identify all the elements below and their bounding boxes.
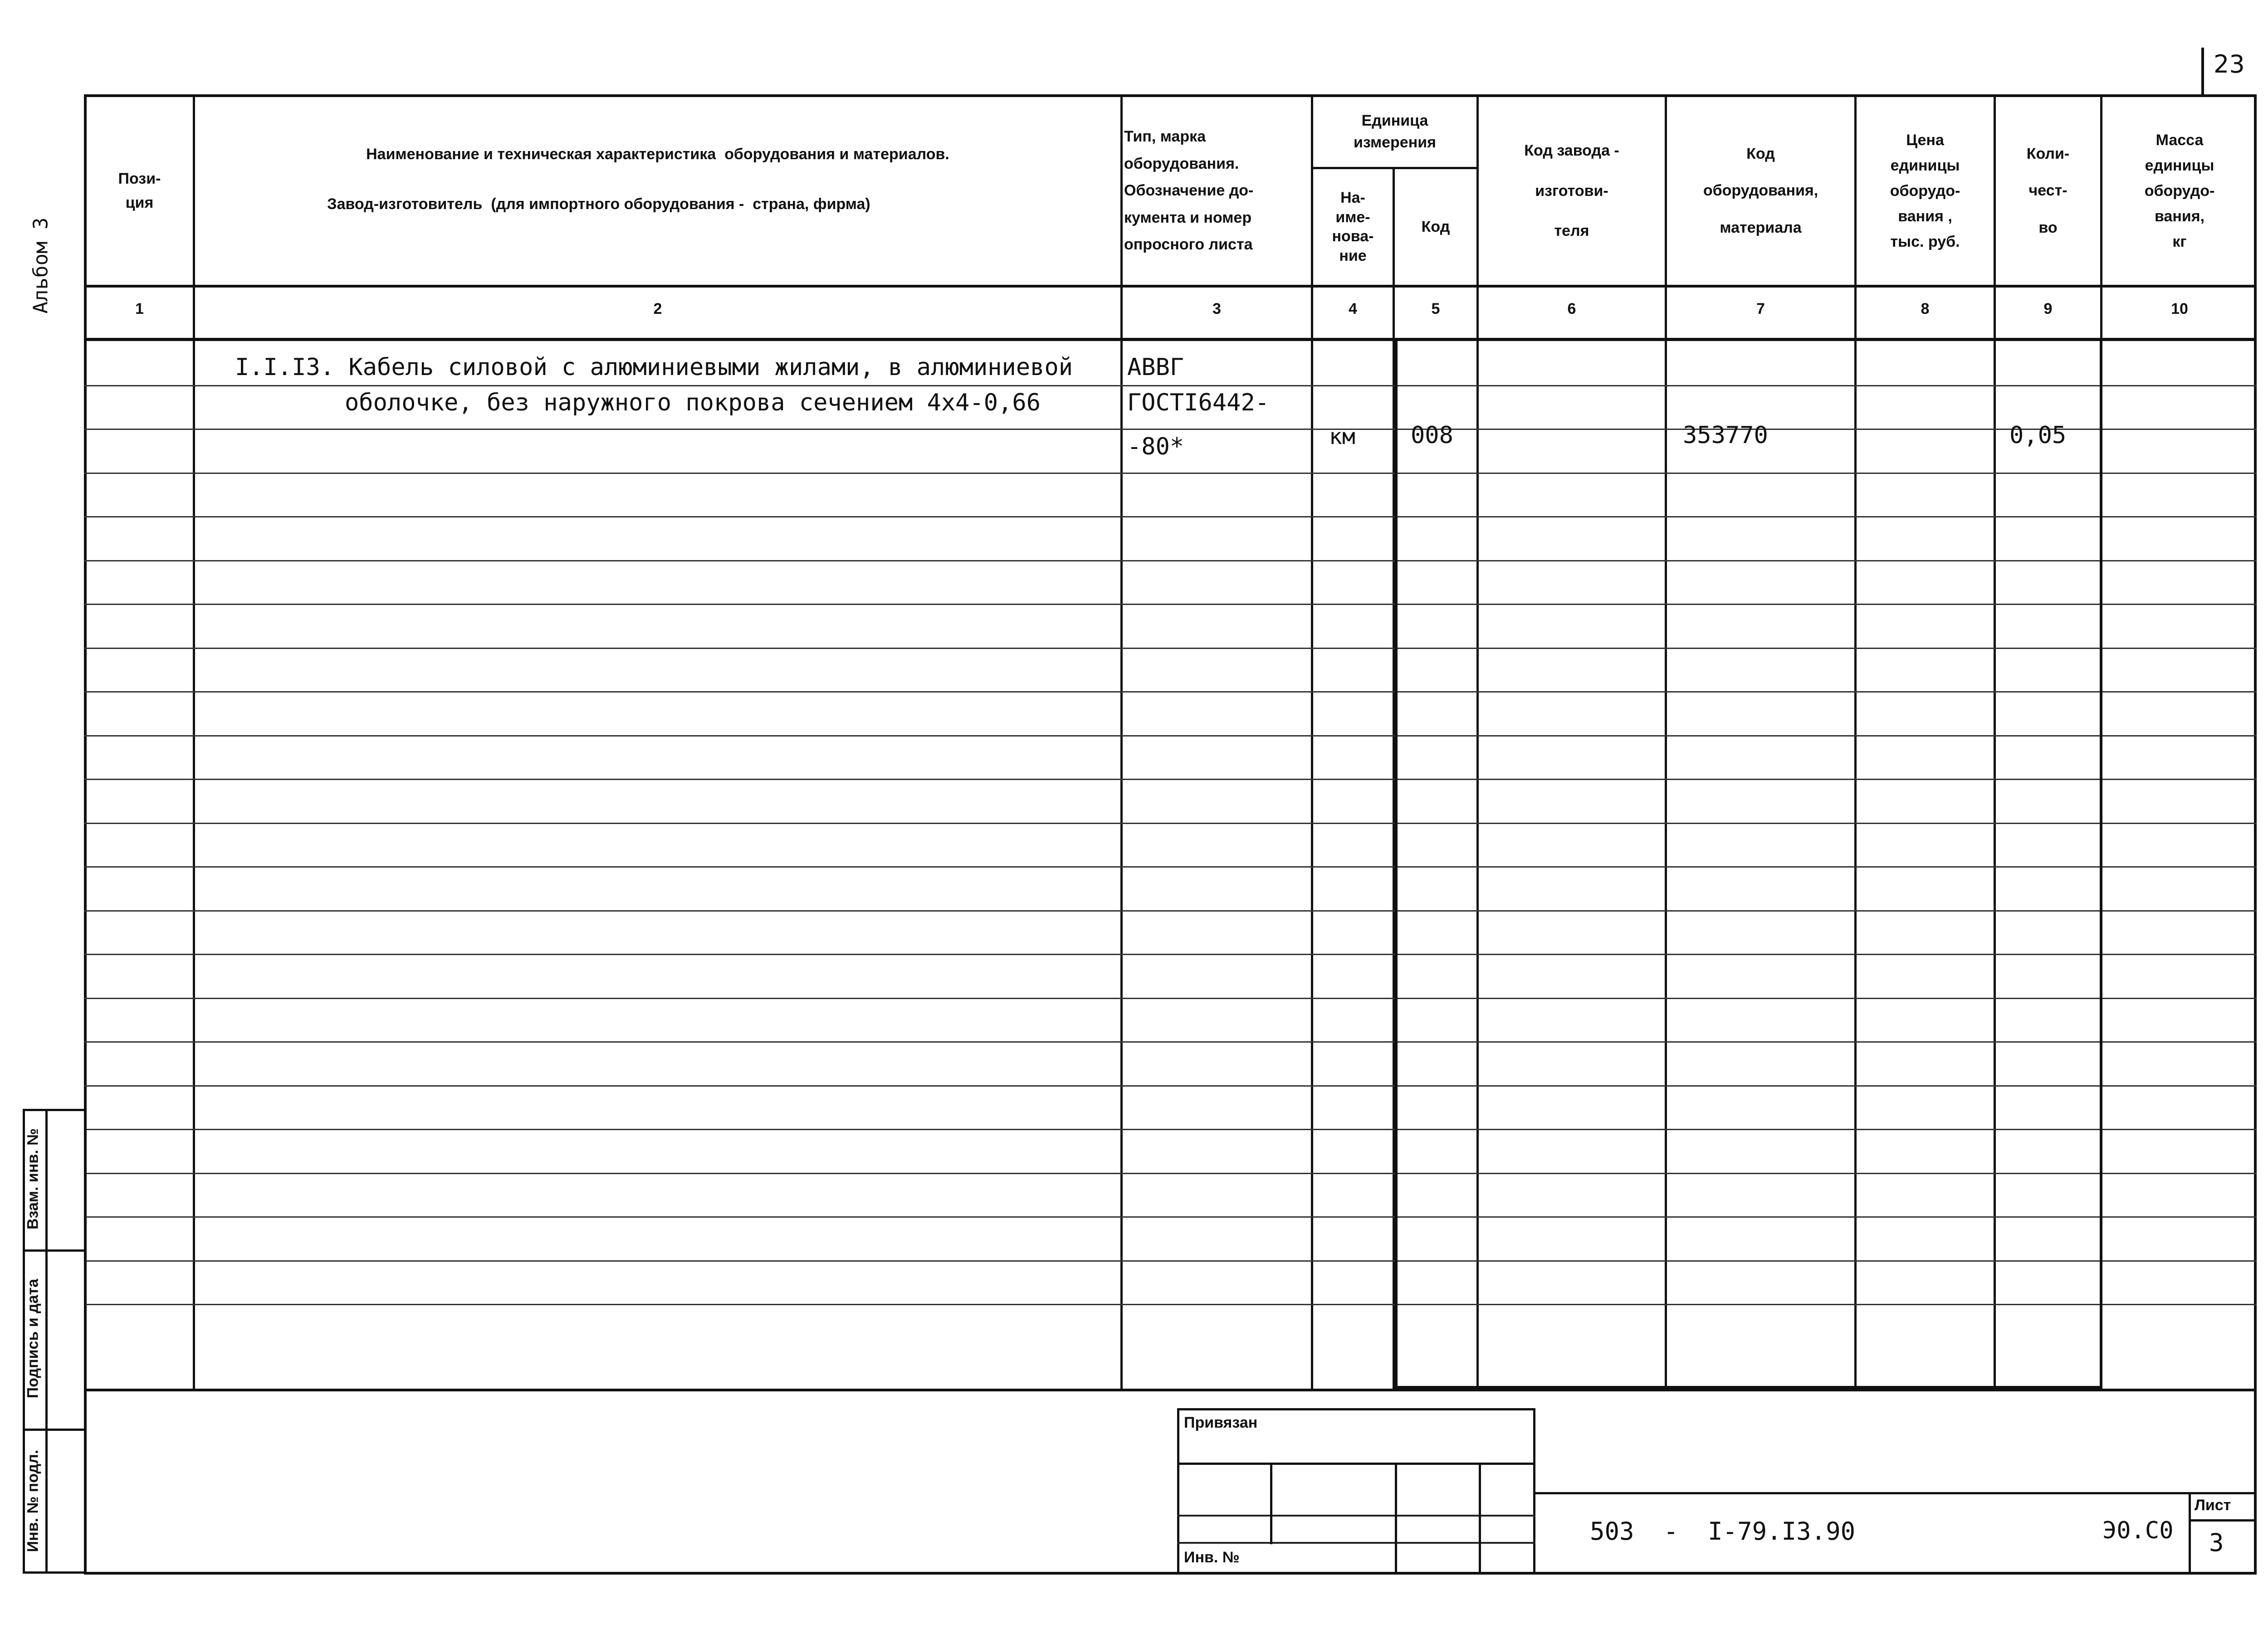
column-number: 3 — [1212, 300, 1221, 317]
col-divider — [193, 94, 195, 1391]
stamp-podpis: Подпись и дата — [24, 1278, 42, 1399]
column-number: 8 — [1921, 300, 1930, 317]
entry-unit-code: 008 — [1411, 422, 1453, 449]
highlighted-body-box — [1395, 341, 2102, 1389]
column-number: 5 — [1431, 300, 1440, 317]
page-number-divider — [2201, 48, 2204, 95]
numbers-divider — [84, 338, 2257, 341]
header-unit-code: Код — [1421, 218, 1450, 235]
header-factory-code: Код завода - изготови- теля — [1524, 142, 1619, 240]
stamp-inv-podl: Инв. № подл. — [24, 1449, 42, 1552]
column-number: 1 — [135, 300, 144, 317]
privyazan-label: Привязан — [1184, 1414, 1258, 1431]
col-divider — [1311, 94, 1313, 1391]
inv-no-label: Инв. № — [1184, 1549, 1240, 1566]
column-number: 9 — [2043, 300, 2053, 317]
list-divider — [2189, 1519, 2257, 1522]
privyazan-col — [1479, 1463, 1481, 1575]
page-number: 23 — [2214, 50, 2245, 78]
list-label: Лист — [2195, 1497, 2231, 1514]
header-name-line1: Наименование и техническая характеристика оборудования и материалов. — [366, 145, 949, 163]
side-stamp-divider — [45, 1109, 48, 1574]
privyazan-col — [1395, 1463, 1397, 1575]
album-label: Альбом 3 — [29, 217, 53, 314]
column-number: 10 — [2171, 300, 2188, 317]
header-mass: Масса единицы оборудо- вания, кг — [2144, 131, 2215, 251]
header-quantity: Коли- чест- во — [2026, 145, 2070, 236]
privyazan-divider — [1177, 1515, 1535, 1517]
entry-name-line2: оболочке, без наружного покрова сечением 4х4-0,66 — [345, 389, 1041, 416]
privyazan-divider — [1177, 1463, 1535, 1465]
entry-equipment-code: 353770 — [1683, 422, 1768, 449]
header-unit-group: Единица измерения — [1354, 112, 1436, 151]
list-number: 3 — [2209, 1528, 2224, 1557]
header-type: Тип, марка оборудования. Обозначение до- кумента и номер опросного листа — [1124, 128, 1254, 254]
header-price: Цена единицы оборудо- вания , тыс. руб. — [1890, 131, 1960, 251]
sheet-code: Э0.С0 — [2102, 1517, 2174, 1544]
column-number: 4 — [1349, 300, 1357, 317]
entry-type-line1: АВВГ — [1127, 354, 1184, 381]
document-code: 503 - I-79.I3.90 — [1590, 1517, 1856, 1546]
header-position: Пози- ция — [118, 170, 161, 211]
column-number: 2 — [653, 300, 662, 317]
column-number: 7 — [1756, 300, 1765, 317]
header-unit-name: На- име- нова- ние — [1332, 189, 1374, 264]
entry-name-line1: I.I.I3. Кабель силовой с алюминиевыми жилами, в алюминиевой — [235, 354, 1073, 381]
header-equipment-code: Код оборудования, материала — [1703, 145, 1818, 236]
side-stamp-divider — [23, 1249, 86, 1252]
entry-type-line2: ГОСТI6442- — [1127, 389, 1270, 416]
bottom-frame — [84, 1389, 2257, 1575]
header-divider — [84, 285, 2257, 288]
stamp-vzam: Взам. инв. № — [24, 1128, 42, 1230]
privyazan-col — [1270, 1463, 1272, 1544]
column-number: 6 — [1567, 300, 1576, 317]
title-block-top — [1535, 1492, 2257, 1494]
entry-unit-name: км — [1329, 424, 1355, 449]
entry-type-line3: -80* — [1127, 433, 1184, 460]
col-divider — [1120, 94, 1123, 1391]
entry-quantity: 0,05 — [2009, 422, 2067, 449]
privyazan-divider — [1177, 1542, 1535, 1544]
header-name-line2: Завод-изготовитель (для импортного оборудования - страна, фирма) — [327, 195, 870, 213]
